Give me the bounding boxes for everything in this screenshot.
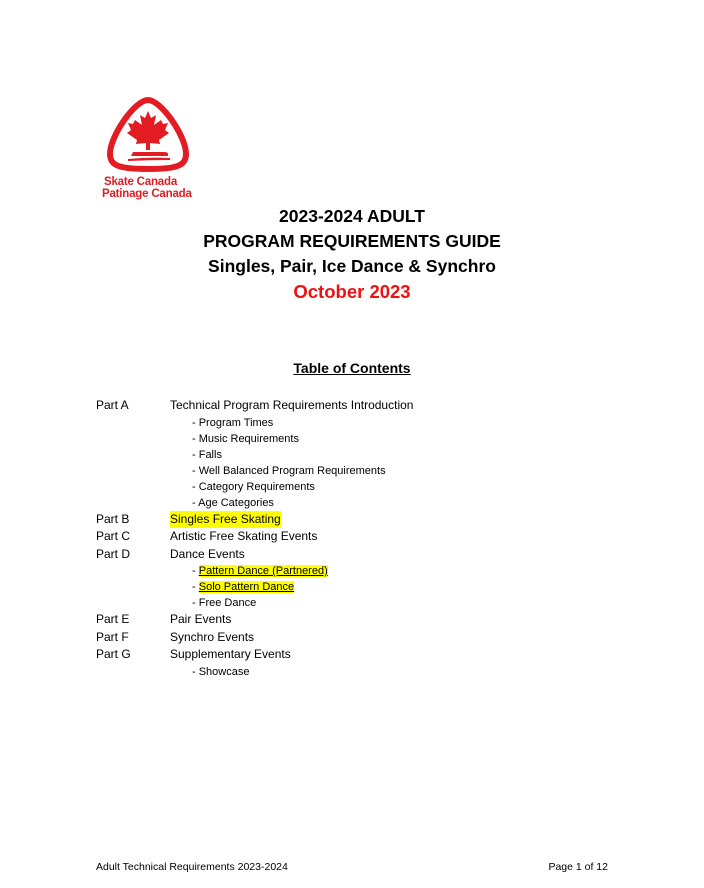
part-label: Part B [96, 511, 130, 526]
part-title: Supplementary Events [170, 647, 291, 661]
toc-entry-part-e[interactable] [96, 611, 386, 629]
part-title: Pair Events [170, 612, 232, 626]
subentry-dash: - [192, 581, 199, 593]
subentry-highlighted-text: Solo Pattern Dance [198, 581, 295, 593]
toc-subentry[interactable]: - Music Requirements [192, 432, 299, 445]
subentry-dash: - [192, 565, 199, 577]
logo-text-french: Patinage Canada [102, 188, 192, 200]
heading-date: October 2023 [293, 281, 411, 302]
toc-entry-part-b[interactable] [96, 511, 386, 529]
logo-text-english: Skate Canada [104, 176, 178, 188]
part-title: Synchro Events [170, 629, 255, 644]
toc-entry-part-a[interactable] [96, 397, 414, 415]
toc-subentry[interactable]: - Showcase [192, 665, 250, 678]
heading-line-1: 2023-2024 ADULT [279, 206, 425, 226]
part-title-highlighted: Singles Free Skating [170, 511, 281, 529]
toc-subentry[interactable]: - Category Requirements [192, 480, 315, 493]
toc-subentry[interactable] [96, 563, 386, 579]
toc-title: Table of Contents [293, 360, 411, 376]
document-heading [0, 204, 704, 304]
toc-subentry[interactable]: - Falls [192, 448, 222, 461]
part-label: Part E [96, 612, 130, 626]
heading-line-3: Singles, Pair, Ice Dance & Synchro [208, 256, 496, 276]
toc-entry-part-d[interactable] [96, 546, 386, 564]
footer-document-title: Adult Technical Requirements 2023-2024 [96, 861, 288, 873]
part-label: Part A [96, 398, 129, 412]
table-of-contents [96, 397, 414, 680]
part-title: Artistic Free Skating Events [170, 529, 318, 543]
part-title: Technical Program Requirements Introduction [170, 398, 414, 412]
heading-line-2: PROGRAM REQUIREMENTS GUIDE [203, 231, 501, 251]
part-label: Part D [96, 546, 131, 561]
maple-leaf-skate-icon [106, 96, 190, 172]
subentry-highlighted-text: Pattern Dance (Partnered) [198, 565, 328, 577]
part-label: Part F [96, 629, 129, 644]
toc-subentry[interactable] [96, 579, 386, 595]
toc-subentry[interactable]: - Age Categories [192, 496, 274, 509]
toc-subentry[interactable]: - Free Dance [192, 597, 257, 609]
footer-page-number: Page 1 of 12 [548, 861, 608, 873]
part-title: Dance Events [170, 546, 245, 561]
toc-subentry[interactable]: - Program Times [192, 416, 274, 429]
toc-entry-part-c[interactable] [96, 528, 386, 546]
toc-entry-part-f[interactable] [96, 629, 386, 647]
toc-entry-part-g[interactable] [96, 646, 386, 664]
part-label: Part C [96, 529, 131, 543]
toc-subentry[interactable]: - Well Balanced Program Requirements [192, 464, 386, 477]
skate-canada-logo [102, 96, 194, 204]
part-label: Part G [96, 647, 131, 661]
